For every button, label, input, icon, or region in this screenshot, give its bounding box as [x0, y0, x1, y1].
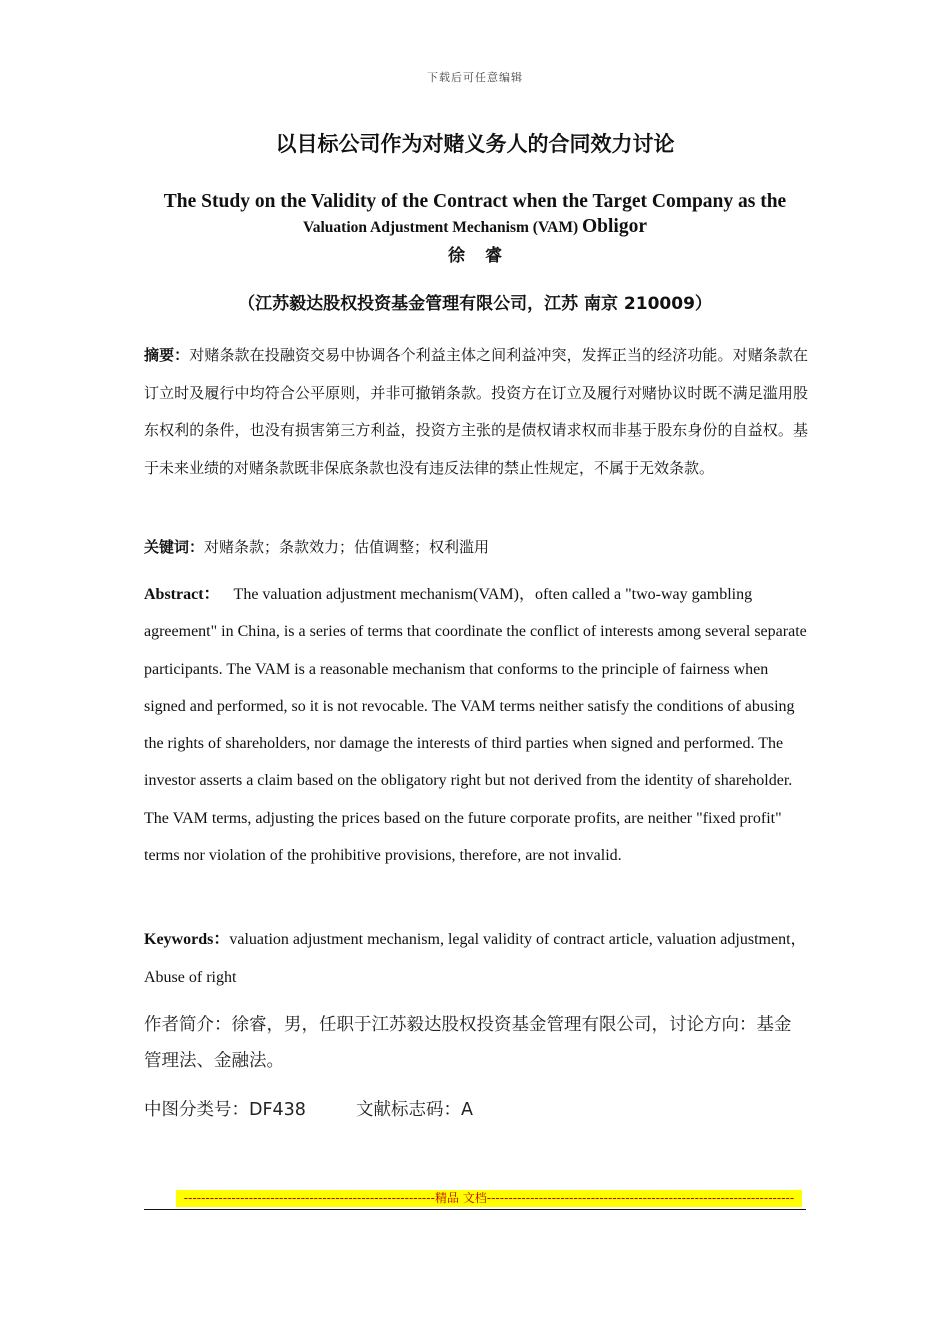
keywords-chinese	[144, 533, 808, 561]
keywords-english-text: valuation adjustment mechanism, legal validity of contract article, valuation adjustment，Abuse of right	[144, 931, 807, 986]
header-note: 下载后可任意编辑	[427, 71, 523, 84]
abstract-english-label: Abstract：	[144, 586, 220, 603]
abstract-chinese	[144, 337, 808, 487]
title-english-line2-big: Obligor	[582, 216, 648, 237]
author-affiliation: （江苏毅达股权投资基金管理有限公司，江苏 南京 210009）	[238, 294, 712, 314]
abstract-english	[144, 576, 808, 874]
footer-label: 精品 文档	[434, 1191, 487, 1205]
classification-line	[144, 1095, 808, 1125]
title-english-line2	[0, 216, 950, 238]
document-code: 文献标志码：A	[355, 1100, 473, 1120]
footer-dashes-left: ----------------------------------------------------------	[183, 1191, 435, 1205]
author-name: 徐睿	[448, 246, 522, 266]
clc-number: 中图分类号：DF438	[144, 1100, 306, 1120]
keywords-english	[144, 921, 808, 996]
title-english-line2-small: Valuation Adjustment Mechanism (VAM)	[302, 219, 582, 236]
title-english-line1: The Study on the Validity of the Contract when the Target Company as the	[163, 191, 787, 212]
abstract-english-text: The valuation adjustment mechanism(VAM)，often called a "two-way gambling agreement" in China, is a series of terms that coordinate the conflict of interests among several separate participants. The VAM is a reasonable mechanism that conforms to the principle of fairness when signed and performed, so it is not revocable. The VAM terms neither satisfy the conditions of abusing the rights of shareholders, nor damage the interests of third parties when signed and performed. The investor asserts a claim based on the obligatory right but not derived from the identity of shareholder. The VAM terms, adjusting the prices based on the future corporate profits, are neither "fixed profit" terms nor violation of the prohibitive provisions, therefore, are not invalid.	[144, 586, 807, 865]
footer-rule	[144, 1209, 806, 1210]
footer-dashes-right: -----------------------------------------------------------------------	[486, 1191, 795, 1205]
title-chinese: 以目标公司作为对赌义务人的合同效力讨论	[275, 132, 675, 156]
keywords-english-label: Keywords：	[144, 931, 230, 948]
abstract-chinese-text: 对赌条款在投融资交易中协调各个利益主体之间利益冲突，发挥正当的经济功能。对赌条款在订立时及履行中均符合公平原则，并非可撤销条款。投资方在订立及履行对赌协议时既不满足滥用股东权利的条件，也没有损害第三方利益，投资方主张的是债权请求权而非基于股东身份的自益权。基于未来业绩的对赌条款既非保底条款也没有违反法律的禁止性规定，不属于无效条款。	[144, 346, 808, 477]
keywords-chinese-text: 对赌条款；条款效力；估值调整；权利滥用	[204, 538, 490, 556]
footer-banner	[176, 1190, 802, 1207]
abstract-chinese-label: 摘要：	[144, 346, 190, 364]
keywords-chinese-label: 关键词：	[144, 538, 205, 556]
author-introduction: 作者简介：徐睿，男，任职于江苏毅达股权投资基金管理有限公司，讨论方向：基金管理法、金融法。	[144, 1015, 792, 1071]
